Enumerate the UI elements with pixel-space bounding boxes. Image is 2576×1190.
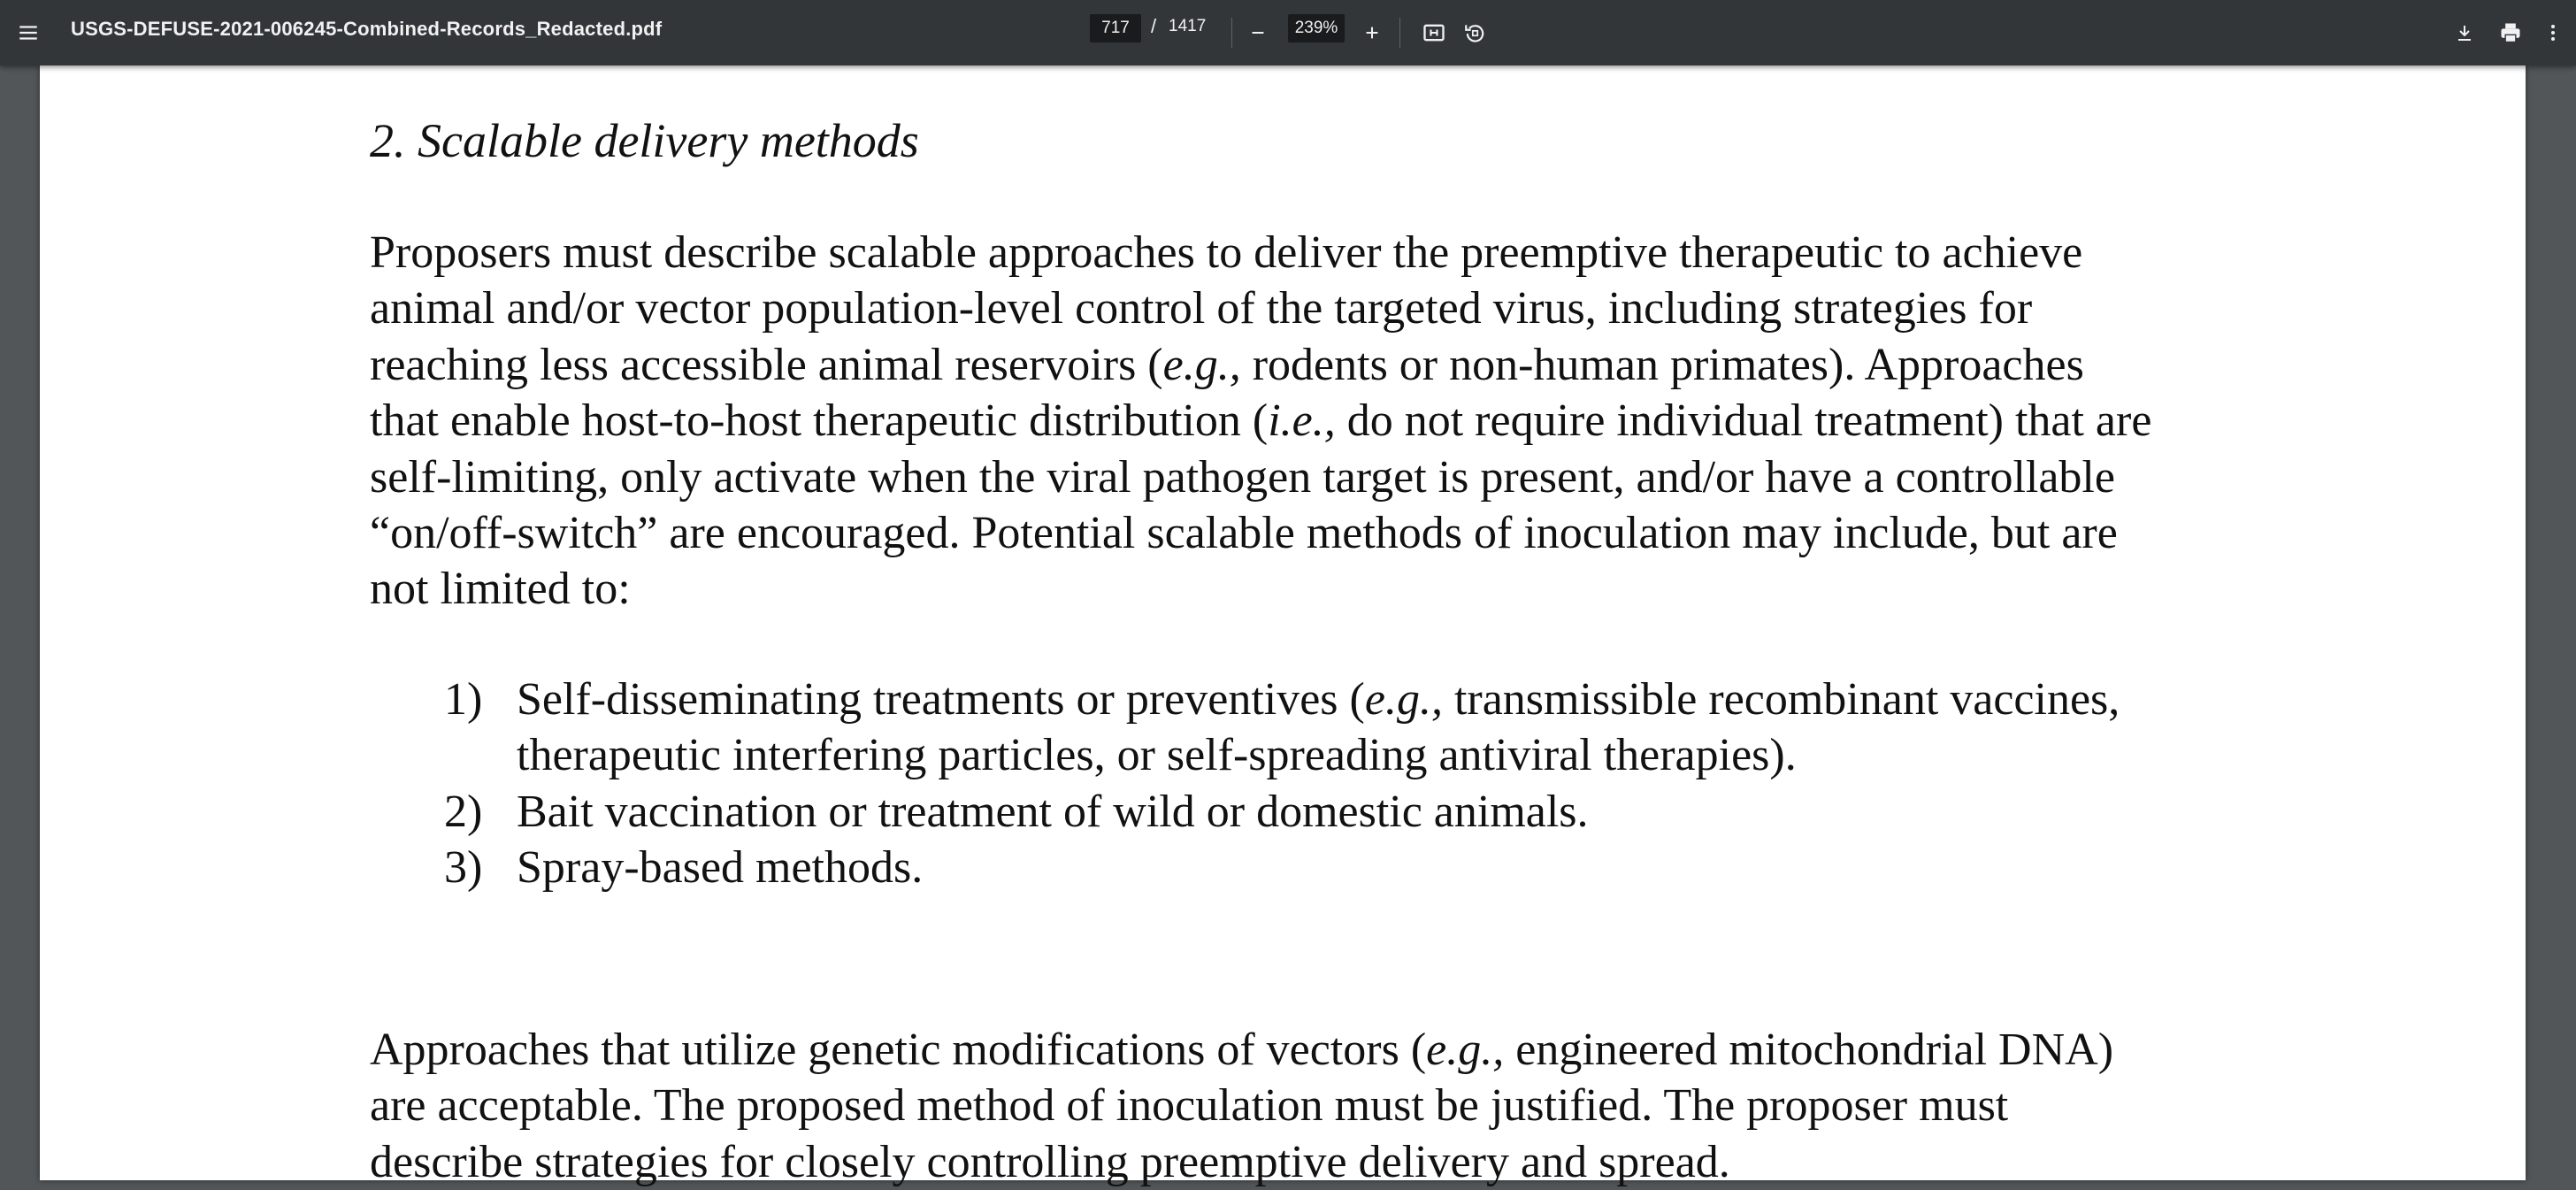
italic-text: e.g., — [1162, 339, 1241, 390]
text-run: Self-disseminating treatments or preventives ( — [517, 674, 1365, 725]
paragraph — [370, 1022, 2113, 1190]
text-run: Approaches that utilize genetic modifications of vectors ( — [370, 1025, 1427, 1075]
text-run: that enable host-to-host therapeutic distribution ( — [370, 395, 1269, 447]
fit-to-page-icon[interactable] — [1422, 20, 1446, 45]
rotate-icon[interactable] — [1463, 21, 1486, 44]
text-run: rodents or non-human primates). Approaches — [1240, 339, 2084, 390]
print-button[interactable] — [2489, 12, 2532, 54]
toolbar-divider — [1231, 18, 1232, 48]
plus-icon[interactable] — [1362, 23, 1382, 42]
text-line: Proposers must describe scalable approaches to deliver the preemptive therapeutic to achieve — [370, 227, 2083, 278]
paragraph — [370, 225, 2151, 618]
text-line — [370, 393, 2151, 449]
text-line: are acceptable. The proposed method of inoculation must be justified. The proposer must — [370, 1080, 2009, 1132]
zoom-in-button[interactable] — [1351, 12, 1393, 54]
list-number: 1) — [444, 674, 483, 725]
pdf-page — [40, 65, 2526, 1187]
italic-text: i.e., — [1268, 395, 1336, 447]
list-number: 3) — [444, 842, 483, 894]
pdf-toolbar — [0, 0, 2576, 65]
text-run: transmissible recombinant vaccines, — [1442, 674, 2120, 725]
download-icon[interactable] — [2454, 22, 2475, 43]
text-run: reaching less accessible animal reservoirs ( — [370, 339, 1163, 390]
zoom-level-input[interactable]: 239% — [1288, 14, 1345, 42]
text-line: not limited to: — [370, 564, 631, 615]
text-run: do not require individual treatment) that are — [1335, 395, 2152, 447]
print-icon[interactable] — [2498, 20, 2523, 45]
text-line: “on/off-switch” are encouraged. Potential scalable methods of inoculation may include, but are — [370, 508, 2118, 559]
more-options-button[interactable] — [2532, 12, 2574, 54]
rotate-button[interactable] — [1453, 12, 1496, 54]
menu-icon[interactable] — [17, 21, 40, 44]
menu-button[interactable] — [7, 12, 50, 54]
list-text: Bait vaccination or treatment of wild or domestic animals. — [517, 786, 1589, 837]
text-line: describe strategies for closely controlling preemptive delivery and spread. — [370, 1136, 1730, 1187]
italic-text: e.g., — [1426, 1025, 1505, 1075]
text-line: self-limiting, only activate when the viral pathogen target is present, and/or have a controllable — [370, 451, 2115, 503]
text-line: animal and/or vector population-level control of the targeted virus, including strategies for — [370, 283, 2033, 334]
list-number: 2) — [444, 786, 483, 837]
document-title: USGS-DEFUSE-2021-006245-Combined-Records_Redacted.pdf — [71, 18, 663, 40]
italic-text: e.g., — [1364, 674, 1443, 725]
list-text — [517, 672, 2120, 727]
fit-to-page-button[interactable] — [1413, 12, 1455, 54]
minus-icon[interactable] — [1248, 23, 1268, 42]
text-line — [370, 337, 2151, 393]
text-line — [370, 1022, 2113, 1078]
section-heading: 2. Scalable delivery methods — [370, 114, 919, 167]
total-pages: 1417 — [1169, 17, 1207, 35]
toolbar-divider — [1399, 18, 1400, 48]
zoom-out-button[interactable] — [1237, 12, 1279, 54]
page-number-input[interactable]: 717 — [1090, 14, 1141, 42]
more-vertical-icon[interactable] — [2542, 22, 2564, 43]
page-separator: / — [1151, 15, 1157, 37]
text-run: engineered mitochondrial DNA) — [1504, 1025, 2114, 1075]
download-button[interactable] — [2443, 12, 2486, 54]
list-text: Spray-based methods. — [517, 842, 924, 894]
list-text: therapeutic interfering particles, or self-spreading antiviral therapies). — [517, 730, 1797, 781]
